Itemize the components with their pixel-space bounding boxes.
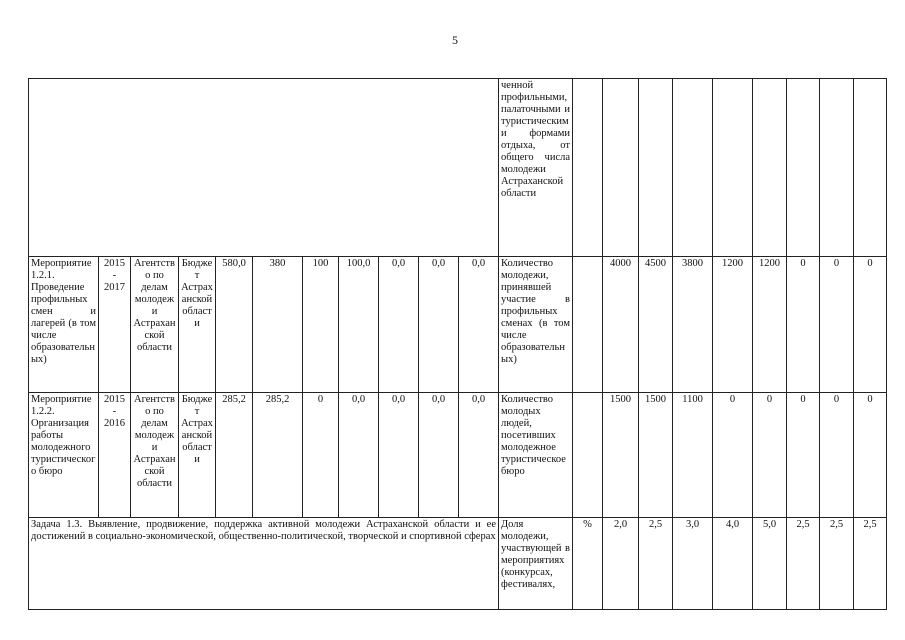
amount-cell: 380 [253, 257, 303, 393]
table-row-event-1-2-2 [29, 393, 887, 518]
table-row-event-1-2-1 [29, 257, 887, 393]
amount-cell: 0,0 [339, 393, 379, 518]
value-cell: 1100 [673, 393, 713, 518]
unit-cell [573, 79, 603, 257]
amount-cell: 0,0 [379, 257, 419, 393]
amount-cell: 0,0 [419, 257, 459, 393]
period-cell: 2015 - 2017 [99, 257, 131, 393]
value-cell: 3,0 [673, 518, 713, 610]
amount-cell: 285,2 [216, 393, 253, 518]
amount-cell: 100 [303, 257, 339, 393]
unit-cell [573, 393, 603, 518]
value-cell: 2,5 [854, 518, 887, 610]
value-cell: 4000 [603, 257, 639, 393]
value-cell: 5,0 [753, 518, 787, 610]
value-cell: 0 [713, 393, 753, 518]
unit-cell [573, 257, 603, 393]
value-cell [713, 79, 753, 257]
value-cell: 0 [753, 393, 787, 518]
value-cell: 1500 [603, 393, 639, 518]
indicator-cell: Количество молодежи, принявшей участие в профильных сменах (в том числе образовательных) [499, 257, 573, 393]
value-cell: 4500 [639, 257, 673, 393]
value-cell: 0 [854, 257, 887, 393]
amount-cell: 0,0 [379, 393, 419, 518]
event-cell: Мероприятие 1.2.1. Проведение профильных смен и лагерей (в том числе образовательных) [29, 257, 99, 393]
value-cell [854, 79, 887, 257]
value-cell: 2,5 [639, 518, 673, 610]
value-cell [673, 79, 713, 257]
indicator-cell: Количество молодых людей, посетивших молодежное туристическое бюро [499, 393, 573, 518]
amount-cell: 0,0 [459, 257, 499, 393]
amount-cell: 285,2 [253, 393, 303, 518]
value-cell [820, 79, 854, 257]
value-cell: 2,5 [787, 518, 820, 610]
amount-cell: 580,0 [216, 257, 253, 393]
executor-cell: Агентство по делам молодежи Астраханской области [131, 257, 179, 393]
indicator-cell: ченной профильными, палаточными и туристическими формами отдыха, от общего числа молодежи Астраханской области [499, 79, 573, 257]
indicator-cell: Доля молодежи, участвующей в мероприятиях (конкурсах, фестивалях, [499, 518, 573, 610]
table-row-continuation [29, 79, 887, 257]
value-cell [787, 79, 820, 257]
event-cell: Мероприятие 1.2.2. Организация работы молодежного туристического бюро [29, 393, 99, 518]
value-cell: 0 [787, 257, 820, 393]
value-cell: 3800 [673, 257, 713, 393]
value-cell: 1200 [713, 257, 753, 393]
amount-cell: 0 [303, 393, 339, 518]
value-cell: 2,5 [820, 518, 854, 610]
period-cell: 2015 - 2016 [99, 393, 131, 518]
source-cell: Бюджет Астраханской области [179, 393, 216, 518]
executor-cell: Агентство по делам молодежи Астраханской области [131, 393, 179, 518]
program-table [28, 78, 887, 610]
task-cell: Задача 1.3. Выявление, продвижение, поддержка активной молодежи Астраханской области и ее достижений в социально-экономической, общественно-политической, творческой и спортивной сферах [29, 518, 499, 610]
value-cell [639, 79, 673, 257]
unit-cell: % [573, 518, 603, 610]
page-number: 5 [452, 33, 458, 47]
value-cell: 1500 [639, 393, 673, 518]
value-cell: 4,0 [713, 518, 753, 610]
empty-merged-cell [29, 79, 499, 257]
value-cell [603, 79, 639, 257]
table-row-task-1-3 [29, 518, 887, 610]
source-cell: Бюджет Астраханской области [179, 257, 216, 393]
value-cell [753, 79, 787, 257]
value-cell: 1200 [753, 257, 787, 393]
value-cell: 0 [820, 257, 854, 393]
amount-cell: 100,0 [339, 257, 379, 393]
value-cell: 0 [820, 393, 854, 518]
value-cell: 0 [787, 393, 820, 518]
value-cell: 2,0 [603, 518, 639, 610]
amount-cell: 0,0 [419, 393, 459, 518]
value-cell: 0 [854, 393, 887, 518]
amount-cell: 0,0 [459, 393, 499, 518]
